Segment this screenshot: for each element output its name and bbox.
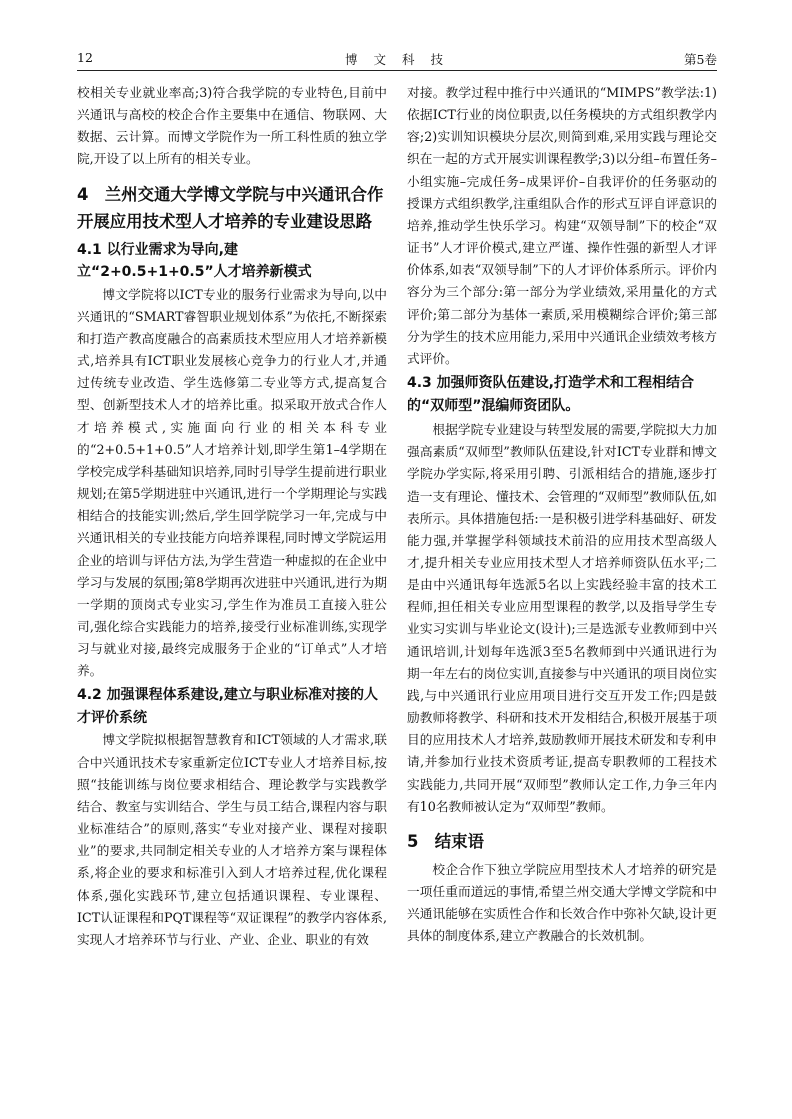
section-4-heading: 4 兰州交通大学博文学院与中兴通讯合作开展应用技术型人才培养的专业建设思路 <box>77 184 384 231</box>
subsection-4-3-heading: 4.3 加强师资队伍建设,打造学术和工程相结合的“双师型”混编师资团队。 <box>407 375 694 414</box>
left-column <box>77 82 387 951</box>
paragraph-4-3: 根据学院专业建设与转型发展的需要,学院拟大力加强高素质“双师型”教师队伍建设,针对ICT专业群和博文学院办学实际,将采用引聘、引派相结合的措施,逐步打造一支有理论、懂技术、会管理的“双师型”教师队伍,如表所示。具体措施包括:一是积极引进学科基础好、研发能力强,并掌握学科领域技术前沿的应用技术型高级人才,提升相关专业应用技术型人才培养师资队伍水平;二是由中兴通讯每年选派5名以上实践经验丰富的技术工程师,担任相关专业应用型课程的教学,以及指导学生专业实习实训与毕业论文(设计);三是选派专业教师到中兴通讯培训,计划每年选派3至5名教师到中兴通讯进行为期一年左右的岗位实训,直接参与中兴通讯的项目岗位实践,与中兴通讯行业应用项目进行交互开发工作;四是鼓励教师将教学、科研和技术开发相结合,积极开展基于项目的应用技术人才培养,鼓励教师开展技术研发和专利申请,并参加行业技术资质考证,提高专职教师的工程技术实践能力,共同开展“双师型”教师认定工作,力争三年内有10名教师被认定为“双师型”教师。 <box>407 422 717 814</box>
running-header <box>77 46 717 68</box>
volume-label: 第5卷 <box>684 52 717 67</box>
subsection-4-1-heading: 4.1 以行业需求为导向,建立“2+0.5+1+0.5”人才培养新模式 <box>77 241 312 281</box>
paragraph-continued: 校相关专业就业率高;3)符合我学院的专业特色,目前中兴通讯与高校的校企合作主要集中在通信、物联网、大数据、云计算。而博文学院作为一所工科性质的独立学院,开设了以上所有的相关专业。 <box>77 85 387 167</box>
subsection-4-2-heading: 4.2 加强课程体系建设,建立与职业标准对接的人才评价系统 <box>77 687 378 726</box>
section-5-heading: 5 结束语 <box>407 831 484 851</box>
paragraph-4-2-continued: 对接。教学过程中推行中兴通讯的“MIMPS”教学法:1)依据ICT行业的岗位职责,以任务模块的方式组织教学内容;2)实训知识模块分层次,则简到难,采用实践与理论交织在一起的方式开展实训课程教学;3)以分组–布置任务–小组实施–完成任务–成果评价–自我评价的任务驱动的授课方式组织教学,注重组队合作的形式互评自评意识的培养,推动学生快乐学习。构建“双领导制”下的校企“双证书”人才评价模式,建立严谨、操作性强的新型人才评价体系,如表“双领导制”下的人才评价体系所示。评价内容分为三个部分:第一部分为学业绩效,采用量化的方式评价;第二部分为基体一素质,采用模糊综合评价;第三部分为学生的技术应用能力,采用中兴通讯企业绩效考核方式评价。 <box>407 85 717 366</box>
header-rule <box>77 70 717 71</box>
paragraph-4-2: 博文学院拟根据智慧教育和ICT领域的人才需求,联合中兴通讯技术专家重新定位ICT专业人才培养目标,按照“技能训练与岗位要求相结合、理论教学与实践教学结合、教室与实训结合、学生与员工结合,课程内容与职业标准结合”的原则,落实“专业对接产业、课程对接职业”的要求,共同制定相关专业的人才培养方案与课程体系,将企业的要求和标准引入到人才培养过程,优化课程体系,强化实践环节,建立包括通识课程、专业课程、ICT认证课程和PQT课程等“双证课程”的教学内容体系,实现人才培养环节与行业、产业、企业、职业的有效 <box>77 732 387 947</box>
journal-name: 博 文 科 技 <box>345 52 449 67</box>
right-column <box>407 82 717 947</box>
paragraph-5: 校企合作下独立学院应用型技术人才培养的研究是一项任重而道远的事情,希望兰州交通大学博文学院和中兴通讯能够在实质性合作和长效合作中弥补欠缺,设计更具体的制度体系,建立产教融合的长效机制。 <box>407 861 717 944</box>
paragraph-4-1: 博文学院将以ICT专业的服务行业需求为导向,以中兴通讯的“SMART睿智职业规划体系”为依托,不断探索和打造产教高度融合的高素质技术型应用人才培养新模式,培养具有ICT职业发展核心竞争力的行业人才,并通过传统专业改造、学生选修第二专业等方式,提高复合型、创新型技术人才的培养比重。拟采取开放式合作人才培养模式,实施面向行业的相关本科专业的“2+0.5+1+0.5”人才培养计划,即学生第1–4学期在学校完成学科基础知识培养,同时引导学生提前进行职业规划;在第5学期进驻中兴通讯,进行一个学期理论与实践相结合的技能实训;然后,学生回学院学习一年,完成与中兴通讯相关的专业技能方向培养课程,同时博文学院运用企业的培训与评估方法,为学生营造一种虚拟的在企业中学习与发展的氛围;第8学期再次进驻中兴通讯,进行为期一学期的顶岗式专业实习,学生作为准员工直接入驻公司,强化综合实践能力的培养,接受行业标准训练,实现学习与就业对接,最终完成服务于企业的“订单式”人才培养。 <box>77 286 387 679</box>
page-number: 12 <box>77 50 93 65</box>
